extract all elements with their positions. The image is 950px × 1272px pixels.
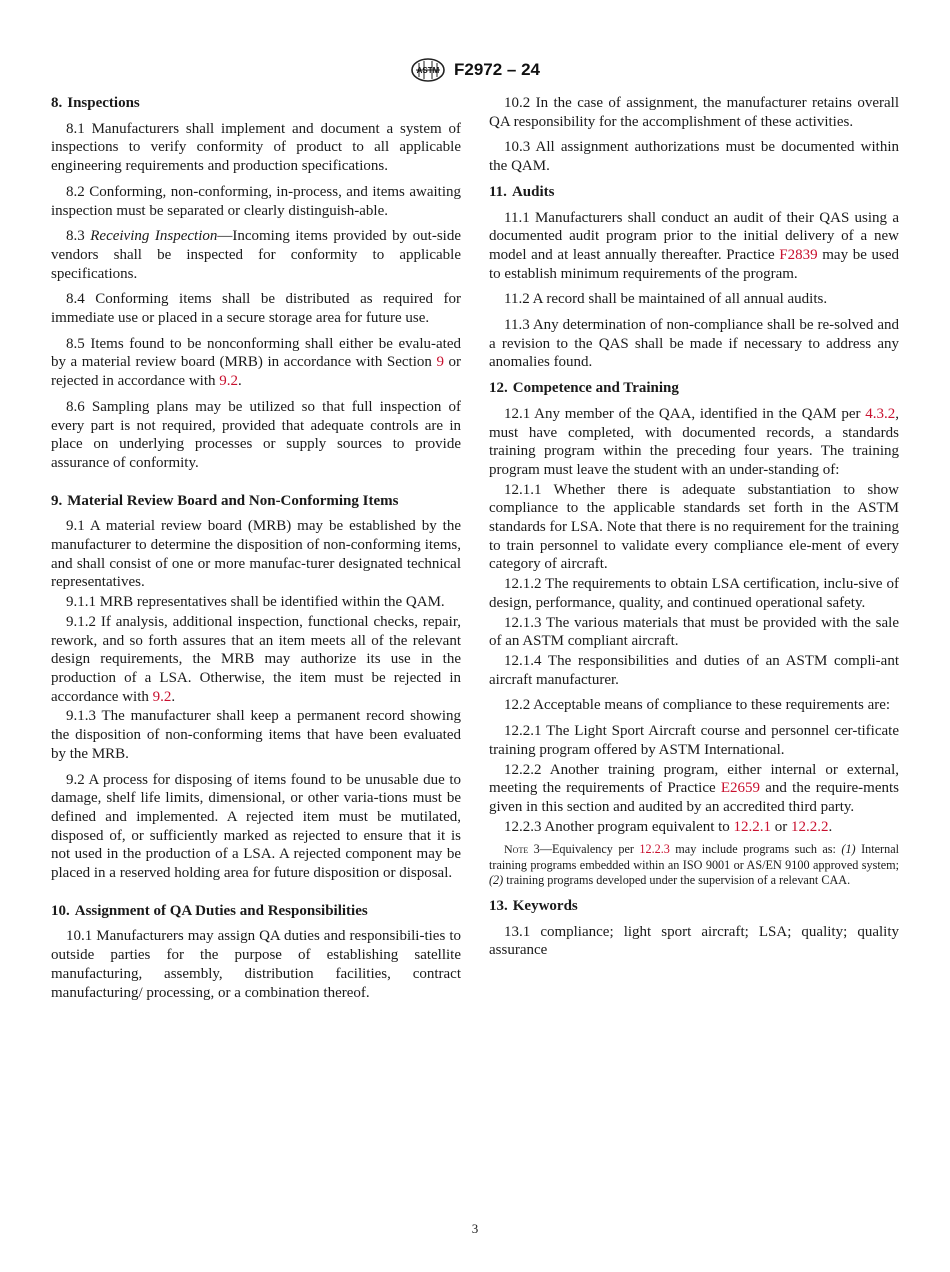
paragraph-10-3: 10.3 All assignment authorizations must be documented within the QAM.: [489, 139, 899, 175]
paragraph-12-2-2: 12.2.2 Another training program, either internal or external, meeting the requirements of Practice E2659 and the require-ments given in this section and audited by an accredited third party.: [489, 761, 900, 815]
paragraph-9-1-2: 9.1.2 If analysis, additional inspection, functional checks, repair, rework, and so forth assures that an item meets all of the relevant design requirements, the MRB may authorize its use in the production of a LSA. Otherwise, the item must be rejected in accordance with 9.2.: [51, 613, 461, 705]
paragraph-10-1: 10.1 Manufacturers may assign QA duties and responsibili-ties to outside parties for the purpose of establishing satellite manufacturing, assembly, distribution facilities, contract manufacturing/ processing, or a combination thereof.: [51, 928, 461, 1001]
paragraph-11-1: 11.1 Manufacturers shall conduct an audit of their QAS using a documented audit program prior to the initial delivery of a new model and at least annually thereafter. Practice F2839 may be used to establish minimum requirements of the program.: [489, 209, 899, 282]
paragraph-10-2: 10.2 In the case of assignment, the manufacturer retains overall QA responsibility for the accomplishment of these activities.: [489, 95, 899, 130]
link-section-12-2-1[interactable]: 12.2.1: [733, 818, 772, 835]
paragraph-9-1-1: 9.1.1 MRB representatives shall be identified within the QAM.: [66, 594, 445, 611]
section-heading-13: 13. Keywords: [489, 897, 578, 914]
paragraph-8-3: 8.3 Receiving Inspection—Incoming items provided by out-side vendors shall be inspected for conformity to applicable specifications.: [51, 228, 461, 282]
paragraph-9-1: 9.1 A material review board (MRB) may be established by the manufacturer to determine the disposition of non-conforming items, and shall consist of one or more manufac-turer designated technical representatives.: [51, 518, 461, 591]
section-heading-9: 9. Material Review Board and Non-Conforming Items: [51, 492, 399, 509]
paragraph-8-6: 8.6 Sampling plans may be utilized so that full inspection of every part is not required, provided that adequate controls are in place on underlying processes or supply sources to provide assurance of conformity.: [51, 398, 461, 471]
section-heading-11: 11. Audits: [489, 183, 555, 200]
standard-number: F2972 – 24: [453, 60, 540, 79]
paragraph-9-2: 9.2 A process for disposing of items found to be unusable due to damage, shelf life limits, dimensional, or other varia-tions must be defined and implemented. A rejected item must be mutilated, disposed of, or sufficiently marked as rejected to ensure that it is not used in the production of a LSA. A rejected component may be placed in a reserved holding area for future disposition or disposal.: [51, 771, 461, 882]
astm-logo-icon: [410, 57, 446, 83]
link-section-9-2[interactable]: 9.2: [152, 688, 172, 705]
svg-text:ASTM: ASTM: [416, 66, 440, 75]
paragraph-9-1-3: 9.1.3 The manufacturer shall keep a permanent record showing the disposition of non-conforming items that have been evaluated by the MRB.: [51, 708, 461, 762]
right-column: [489, 94, 899, 967]
link-practice-f2839[interactable]: F2839: [779, 246, 818, 263]
paragraph-8-2: 8.2 Conforming, non-conforming, in-process, and items awaiting inspection must be separated or clearly distinguish-able.: [51, 183, 461, 219]
paragraph-12-2-3: 12.2.3 Another program equivalent to 12.2.1 or 12.2.2.: [504, 818, 833, 835]
left-column: [51, 94, 461, 1009]
note-3: Note 3—Equivalency per 12.2.3 may include programs such as: (1) Internal training programs embedded within an ISO 9001 or AS/EN 9100 approved system; (2) training programs developed under the supervision of a relevant CAA.: [489, 842, 899, 888]
link-practice-e2659[interactable]: E2659: [720, 780, 761, 797]
link-section-12-2-2[interactable]: 12.2.2: [791, 818, 829, 835]
section-heading-8: 8. Inspections: [51, 95, 140, 111]
paragraph-8-5: 8.5 Items found to be nonconforming shall either be evalu-ated by a material review board (MRB) in accordance with Section 9 or rejected in accordance with 9.2.: [51, 335, 461, 390]
paragraph-12-1-2: 12.1.2 The requirements to obtain LSA certification, inclu-sive of design, performance, quality, and continued operational safety.: [489, 576, 899, 611]
page-header: [0, 55, 950, 85]
paragraph-8-4: 8.4 Conforming items shall be distributed as required for immediate use or placed in a secure storage area for future use.: [51, 291, 461, 327]
paragraph-12-1: 12.1 Any member of the QAA, identified in the QAM per 4.3.2, must have completed, with documented records, a standards training program within the preceding four years. The training program must leave the student with an under-standing of:: [489, 405, 899, 478]
page-number: 3: [471, 1221, 479, 1236]
link-section-4-3-2[interactable]: 4.3.2: [865, 405, 896, 422]
paragraph-11-2: 11.2 A record shall be maintained of all annual audits.: [504, 291, 828, 308]
link-section-9-2[interactable]: 9.2: [219, 373, 238, 390]
paragraph-12-1-3: 12.1.3 The various materials that must be provided with the sale of an ASTM compliant aircraft.: [489, 614, 899, 650]
paragraph-13-1: 13.1 compliance; light sport aircraft; LSA; quality; quality assurance: [489, 923, 899, 959]
paragraph-12-2: 12.2 Acceptable means of compliance to these requirements are:: [504, 697, 891, 714]
link-section-9[interactable]: 9: [436, 354, 444, 371]
section-heading-12: 12. Competence and Training: [489, 380, 679, 397]
paragraph-8-1: 8.1 Manufacturers shall implement and document a system of inspections to verify conformity of product to all applicable engineering requirements and production specifications.: [51, 120, 461, 175]
paragraph-11-3: 11.3 Any determination of non-compliance shall be re-solved and a revision to the QAS shall be made if necessary to address any anomalies found.: [489, 317, 899, 371]
link-section-12-2-3[interactable]: 12.2.3: [639, 842, 670, 857]
paragraph-12-1-1: 12.1.1 Whether there is adequate substantiation to show compliance to the applicable standards set forth in the ASTM standards for LSA. Note that there is no requirement for the training to train personnel to validate every compliance ele-ment of every category of aircraft.: [489, 481, 899, 573]
paragraph-12-2-1: 12.2.1 The Light Sport Aircraft course and personnel cer-tificate training program offered by ASTM International.: [489, 723, 899, 758]
section-heading-10: 10. Assignment of QA Duties and Responsibilities: [51, 902, 368, 919]
paragraph-12-1-4: 12.1.4 The responsibilities and duties of an ASTM compli-ant aircraft manufacturer.: [489, 652, 899, 688]
